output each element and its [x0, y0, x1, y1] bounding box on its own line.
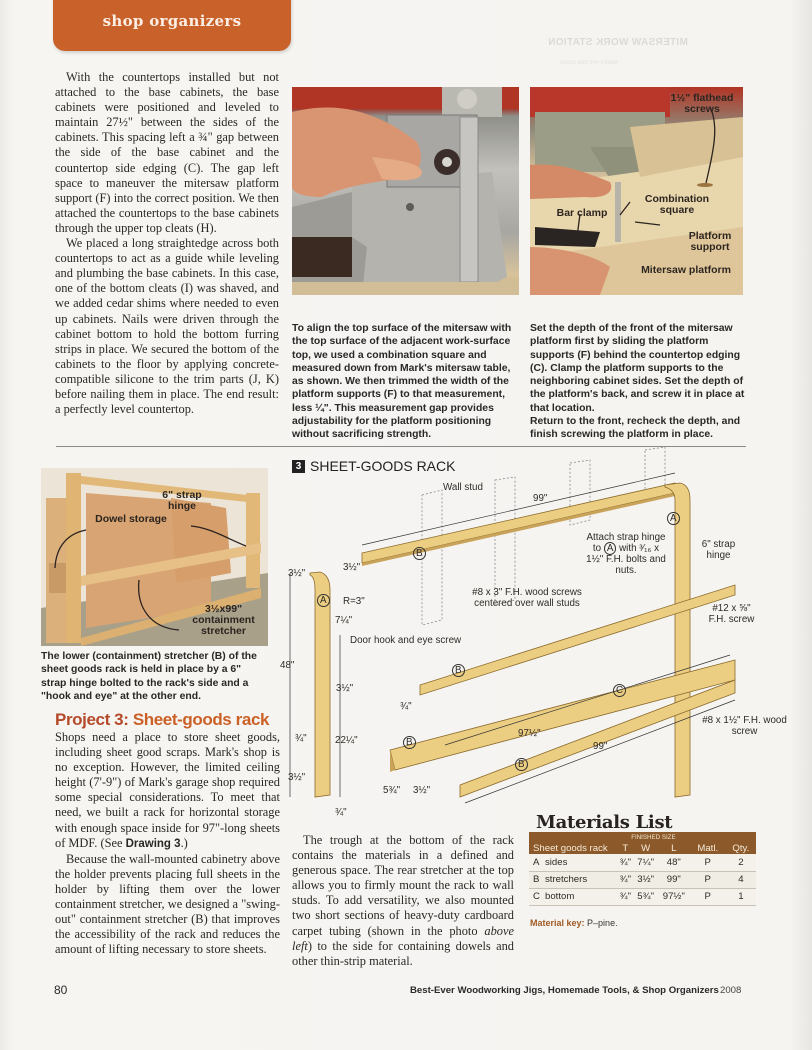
cell-matl: P — [690, 854, 726, 871]
table-super-header — [529, 832, 756, 841]
publication-year: 2008 — [720, 985, 742, 996]
photo-platform-support — [530, 87, 743, 295]
part-a-marker: A — [667, 512, 680, 525]
cell-name: stretchers — [545, 871, 617, 888]
finished-size-label: FINISHED SIZE — [631, 834, 676, 841]
material-key — [530, 918, 618, 928]
dim-0-75-bottom: ¾" — [335, 807, 347, 818]
table-header — [529, 841, 756, 854]
project-heading — [55, 710, 269, 730]
project-text-continued — [292, 833, 514, 969]
callout-bar-clamp: Bar clamp — [556, 207, 608, 219]
part-label-b-bottom — [515, 759, 528, 770]
cell-qty: 1 — [726, 888, 756, 905]
emphasis-text: above left — [292, 923, 514, 953]
cell-w: 5¾" — [634, 888, 658, 905]
cell-l: 48" — [658, 854, 690, 871]
section-tab-label: shop organizers — [102, 12, 242, 30]
project-paragraph — [55, 730, 280, 852]
label-strap-hinge: 6" strap hinge — [701, 539, 736, 561]
cell-part: C — [529, 888, 545, 905]
header-cell: Sheet goods rack — [533, 843, 608, 854]
attach-strap-with: with — [619, 543, 637, 554]
dim-3-5-bottom: 3½" — [288, 772, 306, 783]
table-row — [529, 888, 756, 905]
cell-name: bottom — [545, 888, 617, 905]
part-label-a-side — [317, 595, 330, 606]
part-b-marker: B — [413, 547, 426, 560]
cell-matl: P — [690, 888, 726, 905]
callout-dowel-storage: Dowel storage — [95, 513, 167, 525]
dim-3-5-low: 3½" — [413, 785, 431, 796]
side-a-right — [665, 483, 690, 797]
callout-mitersaw-platform: Mitersaw platform — [641, 264, 731, 276]
table-row — [529, 854, 756, 871]
photo-caption — [530, 322, 750, 442]
photo-combination-square-art — [292, 87, 519, 295]
project-text — [55, 730, 280, 957]
dim-48: 48" — [280, 660, 295, 671]
dim-r3: R=3" — [343, 596, 365, 607]
cell-qty: 4 — [726, 871, 756, 888]
part-b-marker: B — [452, 664, 465, 677]
project-paragraph — [292, 833, 514, 969]
cell-part: B — [529, 871, 545, 888]
cell-matl: P — [690, 871, 726, 888]
cell-t: ¾" — [617, 854, 634, 871]
part-b-marker: B — [403, 736, 416, 749]
label-door-hook: Door hook and eye screw — [350, 635, 462, 646]
callout-combination-square: Combination square — [644, 193, 710, 216]
label-attach-strap — [586, 532, 666, 576]
project-paragraph: Because the wall-mounted cabinetry above the holder prevents placing full sheets in the holder by lifting them over the lower containment stretcher, we designed a "swing-out" containment stretcher (B) that improves the accessibility of the rack and reduces the amount of lifting necessary to store sheets. — [55, 851, 280, 957]
publication-title: Best-Ever Woodworking Jigs, Homemade Tools, & Shop Organizers — [410, 985, 719, 996]
attach-bolts-text: ³⁄₁₆ x 1½" F.H. bolts and nuts. — [586, 543, 666, 576]
cell-t: ¾" — [617, 888, 634, 905]
header-cell: T — [622, 843, 629, 854]
photo-sheet-goods-rack — [41, 468, 268, 646]
header-cell: W — [641, 843, 651, 854]
callout-platform-support: Platform support — [688, 230, 732, 253]
cell-qty: 2 — [726, 854, 756, 871]
cell-t: ¾" — [617, 871, 634, 888]
project-number: Project 3: — [55, 710, 129, 729]
materials-list-title: Materials List — [536, 812, 673, 833]
table-row — [529, 871, 756, 888]
header-cell: Matl. — [697, 843, 719, 854]
part-label-a — [667, 513, 680, 524]
part-label-c — [613, 685, 626, 696]
photo-caption: The lower (containment) stretcher (B) of the sheet goods rack is held in place by a 6" strap hinge bolted to the rack's side and a "hook and eye" at the other end. — [41, 651, 257, 702]
intro-paragraph: With the countertops installed but not attached to the base cabinets, the base cabinets were positioned and leveled to maintain 27½" between the sides of the cabinets. This spacing left a ¾" gap between the side of the base cabinet and the countertop side edging (C). The gap left space to maneuver the mitersaw platform support (F) into the correct position. We then attached the countertops to the base cabinets through the upper top cleats (H). — [55, 70, 279, 235]
dim-3-5-top: 3½" — [288, 568, 306, 579]
part-label-b-low — [403, 737, 416, 748]
material-key-label: Material key: — [530, 918, 585, 928]
page-number: 80 — [54, 983, 68, 997]
intro-paragraph: We placed a long straightedge across both countertops to act as a guide while leveling and plumbing the base cabinets. In this case, one of the bottom cleats (I) was shaved, and we added cedar shims where needed to even up cabinets. Nails were driven through the cabinet bottom to hold the bottom furring strips in place. We secured the bottom of the cabinets to the floor by applying concrete-compatible silicone to the trim parts (J, K) before nailing them in place. The end result: a perfectly level countertop. — [55, 236, 279, 417]
callout-containment-stretcher: 3½x99" containment stretcher — [192, 603, 255, 637]
label-screw-8: #8 x 1½" F.H. wood screw — [702, 715, 787, 737]
paragraph-text: .) — [180, 835, 188, 850]
part-a-marker: A — [604, 542, 617, 555]
part-c-marker: C — [613, 684, 626, 697]
attach-strap-text: Attach strap hinge to — [586, 532, 666, 554]
cell-w: 3½" — [634, 871, 658, 888]
sheet-goods-rack-diagram — [280, 445, 810, 825]
label-wood-screws: #8 x 3" F.H. wood screws centered over wall studs — [472, 587, 582, 609]
photo-combination-square — [292, 87, 519, 295]
photo-caption: To align the top surface of the mitersaw with the top surface of the adjacent work-surface top, we used a combination square and measured down from Mark's mitersaw table, as shown. We then trimmed the width of the platform supports (F) to that measurement, less ¼". This measurement gap provides adjustability for the platform positioning without sacrificing strength. — [292, 323, 512, 441]
bleed-through-header: MITERSAW WORK STATION — [548, 37, 688, 48]
dim-0-75-b: ¾" — [400, 701, 412, 712]
dim-3-5-b: 3½" — [343, 562, 361, 573]
dim-22-25: 22¼" — [335, 735, 358, 746]
paragraph-text: Shops need a place to store sheet goods, including sheet good scraps. Mark's shop is no exception. However, the limited ceiling height (7'-9") of Mark's garage shop required some special considerations. To meet that need, we built a rack for horizontal storage with enough space inside for 97"-long sheets of MDF. (See — [55, 730, 280, 850]
dim-0-75-side: ¾" — [295, 733, 307, 744]
dim-3-5-mid: 3½" — [336, 683, 354, 694]
header-cell: L — [671, 843, 677, 854]
section-tab — [53, 0, 291, 51]
part-b-marker: B — [515, 758, 528, 771]
drawing-reference: Drawing 3 — [125, 837, 181, 850]
materials-table — [529, 832, 756, 906]
drawing-number: 3 — [292, 460, 305, 473]
callout-flathead-screws: 1½" flathead screws — [670, 92, 734, 115]
dim-99-bottom: 99" — [593, 741, 608, 752]
caption-line: finish screwing the platform in place. — [530, 429, 714, 441]
cell-l: 99" — [658, 871, 690, 888]
dim-7-25: 7¼" — [335, 615, 353, 626]
dim-5-75: 5¾" — [383, 785, 401, 796]
cell-part: A — [529, 854, 545, 871]
paragraph-text: The trough at the bottom of the rack contains the materials in a defined and generous space. The rear stretcher at the top allows you to firmly mount the rack to wall studs. To add versatility, we also mounted two short sections of heavy-duty cardboard carpet tubing (shown in the photo — [292, 833, 514, 938]
callout-strap-hinge: 6" strap hinge — [162, 489, 202, 512]
dim-97-5: 97½" — [518, 728, 541, 739]
cell-w: 7¼" — [634, 854, 658, 871]
cell-l: 97½" — [658, 888, 690, 905]
label-wall-stud: Wall stud — [443, 482, 483, 493]
part-a-marker: A — [317, 594, 330, 607]
intro-text — [55, 70, 279, 417]
paragraph-text: ) to the side for containing dowels and other thin-strip material. — [292, 938, 514, 968]
label-screw-12: #12 x ⅝" F.H. screw — [708, 603, 755, 625]
part-label-b — [413, 548, 426, 559]
part-label-b-mid — [452, 665, 465, 676]
drawing-title-text: SHEET-GOODS RACK — [310, 458, 456, 474]
caption-line: Return to the front, recheck the depth, and — [530, 416, 741, 428]
material-key-value: P–pine. — [587, 918, 618, 928]
project-title: Sheet-goods rack — [132, 710, 270, 729]
caption-line: Set the depth of the front of the mitersaw platform first by sliding the platform supports (F) behind the countertop edging (C). Clamp the platform supports to the neighboring cabinet sides. Set the depth of the platform's back, and screw it in place at that location. — [530, 323, 745, 414]
bleed-through-subheader: Mark's Pro tool stores — [560, 60, 618, 66]
header-cell: Qty. — [732, 843, 750, 854]
cell-name: sides — [545, 854, 617, 871]
dim-99-top: 99" — [533, 493, 548, 504]
